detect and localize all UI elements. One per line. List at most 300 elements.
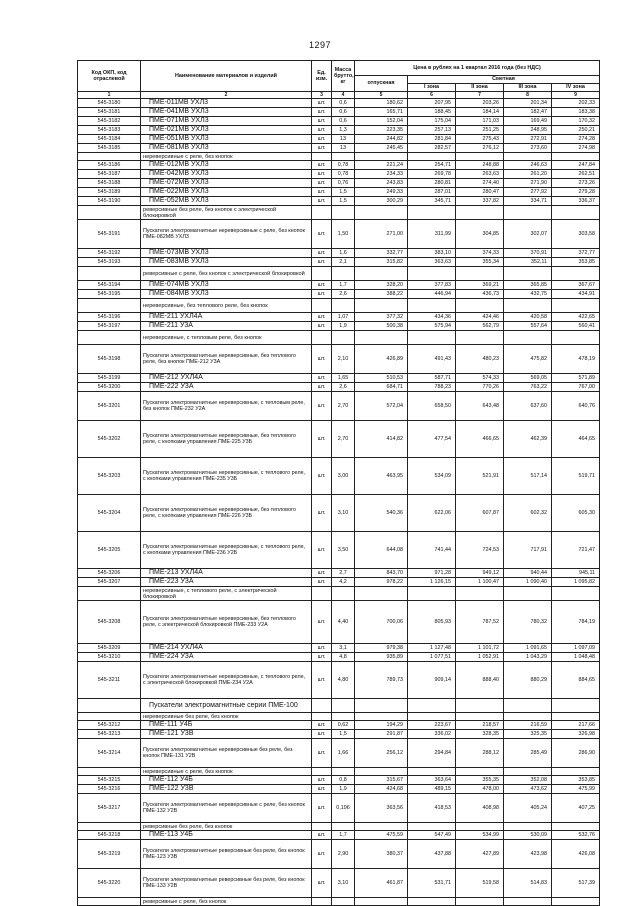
row-mass: 0,78 [332,161,355,170]
row-mass: 3,1 [332,644,355,653]
row-name: реверсивные с реле, без кнопок с электрической блокировкой [141,267,312,281]
row-price-release [355,699,408,713]
row-price-zone-2: 770,26 [456,383,504,392]
header-mass: Масса брутто, кг [332,61,355,92]
row-price-zone-1: 587,71 [408,374,456,383]
row-price-zone-2: 408,98 [456,794,504,823]
row-price-release: 234,33 [355,170,408,179]
row-price-zone-1: 788,23 [408,383,456,392]
row-price-zone-4: 426,08 [552,840,600,869]
row-unit [312,587,332,601]
row-unit: шт. [312,739,332,768]
row-name: ПМЕ-021МВ УХЛ3 [141,126,312,135]
row-mass: 1,66 [332,739,355,768]
row-name: ПМЕ-041МВ УХЛ3 [141,108,312,117]
row-price-release: 363,56 [355,794,408,823]
row-price-zone-3: 271,90 [504,179,552,188]
row-price-zone-1 [408,299,456,313]
row-mass [332,713,355,721]
row-price-zone-3: 261,20 [504,170,552,179]
row-price-zone-4 [552,267,600,281]
row-price-zone-3: 514,83 [504,869,552,898]
row-price-release: 510,53 [355,374,408,383]
row-unit: шт. [312,495,332,532]
row-name: нереверсивные, с теплового реле, с электрической блокировкой [141,587,312,601]
row-mass: 0,62 [332,721,355,730]
row-code: 545-3184 [78,135,141,144]
row-price-zone-4: 250,21 [552,126,600,135]
row-price-zone-2: 534,99 [456,831,504,840]
row-code: 545-3211 [78,662,141,699]
row-unit: шт. [312,785,332,794]
row-unit [312,206,332,220]
row-name: ПМЕ-111 У4Б [141,721,312,730]
table-row [78,220,600,249]
row-mass [332,299,355,313]
row-unit: шт. [312,653,332,662]
row-price-zone-2 [456,267,504,281]
row-name: реверсивные без реле, без кнопок с электрической блокировкой [141,206,312,220]
row-price-zone-1: 434,36 [408,313,456,322]
table-row [78,532,600,569]
column-number: 2 [141,92,312,99]
row-price-zone-1: 281,84 [408,135,456,144]
row-price-zone-3: 462,39 [504,421,552,458]
row-mass: 1,3 [332,126,355,135]
row-unit [312,699,332,713]
row-code [78,823,141,831]
row-mass: 3,10 [332,495,355,532]
row-price-zone-4 [552,587,600,601]
row-mass [332,153,355,161]
row-unit: шт. [312,144,332,153]
row-price-zone-3: 277,92 [504,188,552,197]
row-name: ПМЕ-213 УХЛ4А [141,569,312,578]
row-code [78,331,141,345]
row-price-release: 315,67 [355,776,408,785]
row-price-zone-2: 218,57 [456,721,504,730]
row-name: ПМЕ-022МВ УХЛ3 [141,188,312,197]
row-code: 545-3203 [78,458,141,495]
row-unit: шт. [312,322,332,331]
row-price-zone-2: 171,03 [456,117,504,126]
row-price-zone-1: 658,50 [408,392,456,421]
header-name: Наименование материалов и изделий [141,61,312,92]
row-code: 545-3186 [78,161,141,170]
row-mass: 1,5 [332,730,355,739]
row-code: 545-3214 [78,739,141,768]
row-price-zone-1: 534,09 [408,458,456,495]
row-price-release [355,768,408,776]
row-price-zone-2: 519,58 [456,869,504,898]
row-unit: шт. [312,831,332,840]
row-price-release: 684,71 [355,383,408,392]
row-price-zone-2 [456,153,504,161]
row-price-zone-4: 532,76 [552,831,600,840]
row-price-zone-4 [552,768,600,776]
row-price-zone-1: 363,63 [408,258,456,267]
row-price-zone-3: 302,07 [504,220,552,249]
header-zone-3: III зона [504,84,552,92]
row-price-zone-3 [504,699,552,713]
row-mass: 2,6 [332,383,355,392]
row-price-zone-1 [408,713,456,721]
row-price-release [355,299,408,313]
row-code [78,713,141,721]
row-name: ПМЕ-052МВ УХЛ3 [141,197,312,206]
row-price-release: 572,04 [355,392,408,421]
row-name: нереверсивные с реле, без кнопок [141,153,312,161]
row-price-release: 245,45 [355,144,408,153]
row-code [78,267,141,281]
header-zone-4: IV зона [552,84,600,92]
table-row [78,197,600,206]
table-row [78,458,600,495]
row-price-zone-4: 478,19 [552,345,600,374]
header-estimate: Сметная [408,76,600,84]
table-row [78,99,600,108]
row-price-release [355,153,408,161]
row-price-release: 414,82 [355,421,408,458]
row-price-release: 426,89 [355,345,408,374]
table-row [78,721,600,730]
row-price-zone-1: 363,64 [408,776,456,785]
row-mass: 1,9 [332,785,355,794]
row-name: ПМЕ-222 У3А [141,383,312,392]
row-price-zone-4: 475,99 [552,785,600,794]
row-code: 545-3187 [78,170,141,179]
row-price-zone-4 [552,299,600,313]
row-price-zone-4: 784,19 [552,601,600,644]
row-price-zone-1: 377,83 [408,281,456,290]
table-row [78,144,600,153]
row-code: 545-3191 [78,220,141,249]
table-row [78,392,600,421]
table-row [78,206,600,220]
table-row [78,768,600,776]
row-unit: шт. [312,374,332,383]
row-mass [332,331,355,345]
row-price-zone-1: 622,06 [408,495,456,532]
row-price-zone-4: 202,33 [552,99,600,108]
row-price-zone-1: 971,28 [408,569,456,578]
table-row [78,644,600,653]
table-row [78,823,600,831]
row-price-release: 700,06 [355,601,408,644]
row-price-zone-3: 352,08 [504,776,552,785]
row-price-release [355,713,408,721]
row-price-zone-3: 420,58 [504,313,552,322]
row-code: 545-3216 [78,785,141,794]
row-name: Пускатели электромагнитные нереверсивные, с тепловым реле, без кнопок ПМЕ-232 У2А [141,392,312,421]
row-code: 545-3183 [78,126,141,135]
row-mass: 3,00 [332,458,355,495]
row-code: 545-3215 [78,776,141,785]
row-code: 545-3192 [78,249,141,258]
row-unit: шт. [312,161,332,170]
row-mass: 0,6 [332,108,355,117]
row-code [78,587,141,601]
row-price-release: 377,32 [355,313,408,322]
row-code: 545-3200 [78,383,141,392]
row-price-zone-1 [408,768,456,776]
row-price-zone-4: 274,28 [552,135,600,144]
row-code: 545-3217 [78,794,141,823]
row-name: Пускатели электромагнитные нереверсивные, с теплового реле, с кнопками управления ПМЕ-235 У3Б [141,458,312,495]
row-mass: 2,7 [332,569,355,578]
row-unit: шт. [312,258,332,267]
row-price-zone-2: 562,79 [456,322,504,331]
row-price-zone-2: 787,52 [456,601,504,644]
row-price-zone-2: 304,85 [456,220,504,249]
row-unit: шт. [312,794,332,823]
row-price-zone-3: 1 090,40 [504,578,552,587]
row-price-zone-3: 405,24 [504,794,552,823]
row-price-release: 978,22 [355,578,408,587]
row-unit: шт. [312,578,332,587]
row-mass: 2,10 [332,345,355,374]
header-code: Код ОКП, код отраслевой [78,61,141,92]
row-name: Пускатели электромагнитные нереверсивные с реле, без кнопок ПМЕ-082МВ УХЛ3 [141,220,312,249]
row-name: нереверсивные, с тепловым реле, без кнопок [141,331,312,345]
table-row [78,188,600,197]
row-price-zone-3: 880,29 [504,662,552,699]
table-row [78,161,600,170]
row-name: ПМЕ-113 У4Б [141,831,312,840]
row-code [78,206,141,220]
row-name: ПМЕ-073МВ УХЛ3 [141,249,312,258]
row-unit: шт. [312,532,332,569]
row-name: нереверсивные без реле, без кнопок [141,713,312,721]
row-price-zone-3: 273,60 [504,144,552,153]
row-price-release: 328,20 [355,281,408,290]
price-table-body [78,61,600,906]
row-price-zone-2: 288,12 [456,739,504,768]
row-unit: шт. [312,458,332,495]
row-price-zone-1: 280,81 [408,179,456,188]
row-mass: 1,6 [332,249,355,258]
column-number: 1 [78,92,141,99]
row-price-zone-3: 1 043,29 [504,653,552,662]
table-row [78,179,600,188]
row-unit: шт. [312,421,332,458]
table-row [78,653,600,662]
row-price-zone-2: 184,14 [456,108,504,117]
row-name: ПМЕ-074МВ УХЛ3 [141,281,312,290]
row-code: 545-3219 [78,840,141,869]
row-price-zone-2: 949,12 [456,569,504,578]
row-mass: 0,6 [332,117,355,126]
row-price-zone-4 [552,823,600,831]
row-code: 545-3189 [78,188,141,197]
row-code [78,768,141,776]
row-mass: 1,5 [332,197,355,206]
row-code: 545-3207 [78,578,141,587]
row-price-zone-2: 337,82 [456,197,504,206]
row-price-zone-3 [504,587,552,601]
row-price-zone-2: 424,46 [456,313,504,322]
row-price-zone-3: 475,82 [504,345,552,374]
row-code: 545-3205 [78,532,141,569]
table-row [78,331,600,345]
row-mass: 4,8 [332,653,355,662]
row-price-zone-4: 422,65 [552,313,600,322]
row-price-release: 256,12 [355,739,408,768]
row-unit: шт. [312,569,332,578]
row-name: ПМЕ-051МВ УХЛ3 [141,135,312,144]
row-price-zone-1: 547,49 [408,831,456,840]
row-price-zone-1: 531,71 [408,869,456,898]
row-price-zone-2: 355,35 [456,776,504,785]
row-price-zone-3: 557,64 [504,322,552,331]
row-mass: 3,50 [332,532,355,569]
row-price-zone-3: 1 091,65 [504,644,552,653]
row-name: Пускатели электромагнитные нереверсивные без реле, без кнопок ПМЕ-131 У2В [141,739,312,768]
row-unit: шт. [312,662,332,699]
header-unit: Ед. изм. [312,61,332,92]
row-code: 545-3194 [78,281,141,290]
page-number: 1297 [308,40,332,50]
row-unit: шт. [312,313,332,322]
row-price-zone-2: 480,23 [456,345,504,374]
row-mass [332,587,355,601]
row-unit: шт. [312,869,332,898]
row-price-release: 221,24 [355,161,408,170]
row-price-zone-4: 560,41 [552,322,600,331]
row-price-zone-1 [408,153,456,161]
row-price-zone-1: 336,02 [408,730,456,739]
column-number: 5 [355,92,408,99]
row-mass: 0,196 [332,794,355,823]
row-price-release: 843,70 [355,569,408,578]
row-unit: шт. [312,135,332,144]
row-mass: 2,1 [332,258,355,267]
row-price-zone-3 [504,823,552,831]
table-row [78,730,600,739]
row-mass: 2,90 [332,840,355,869]
column-number: 6 [408,92,456,99]
row-price-release: 789,73 [355,662,408,699]
row-price-release: 463,95 [355,458,408,495]
row-price-zone-2: 328,35 [456,730,504,739]
row-name: нереверсивные, без теплового реле, без кнопок [141,299,312,313]
row-code: 545-3185 [78,144,141,153]
row-price-zone-2: 466,65 [456,421,504,458]
row-price-zone-1: 575,94 [408,322,456,331]
row-price-zone-4: 767,00 [552,383,600,392]
row-price-zone-4: 640,76 [552,392,600,421]
row-price-release: 424,68 [355,785,408,794]
row-price-zone-4 [552,206,600,220]
row-unit [312,713,332,721]
price-table [77,60,600,906]
row-name: ПМЕ-211 УХЛ4А [141,313,312,322]
row-mass [332,267,355,281]
row-unit: шт. [312,601,332,644]
row-price-zone-1 [408,587,456,601]
row-code: 545-3182 [78,117,141,126]
row-price-release: 388,22 [355,290,408,299]
row-price-zone-4: 336,37 [552,197,600,206]
row-mass: 1,65 [332,374,355,383]
row-price-release: 223,35 [355,126,408,135]
row-mass: 13 [332,144,355,153]
row-code: 545-3204 [78,495,141,532]
row-price-zone-2: 280,47 [456,188,504,197]
row-price-release: 194,29 [355,721,408,730]
row-price-release: 165,71 [355,108,408,117]
row-price-zone-3: 370,91 [504,249,552,258]
header-release: отпускная [355,76,408,92]
row-mass: 1,7 [332,831,355,840]
row-code: 545-3213 [78,730,141,739]
row-price-zone-1: 1 126,15 [408,578,456,587]
row-price-zone-1: 418,53 [408,794,456,823]
row-price-release: 300,29 [355,197,408,206]
row-unit [312,153,332,161]
row-price-zone-1: 207,95 [408,99,456,108]
row-price-zone-2 [456,713,504,721]
table-row [78,267,600,281]
row-price-zone-4 [552,713,600,721]
row-name: ПМЕ-223 У3А [141,578,312,587]
row-price-zone-1: 287,01 [408,188,456,197]
row-price-zone-1: 254,71 [408,161,456,170]
row-name: ПМЕ-072МВ УХЛ3 [141,179,312,188]
table-row [78,569,600,578]
row-price-release: 180,62 [355,99,408,108]
row-price-zone-1: 175,04 [408,117,456,126]
row-price-zone-4: 1 095,82 [552,578,600,587]
row-price-zone-4: 303,58 [552,220,600,249]
row-unit: шт. [312,249,332,258]
table-row [78,135,600,144]
row-price-zone-4: 571,89 [552,374,600,383]
row-price-zone-1: 491,43 [408,345,456,374]
row-price-zone-4: 247,84 [552,161,600,170]
row-price-zone-2: 521,91 [456,458,504,495]
row-mass: 0,8 [332,776,355,785]
table-row [78,495,600,532]
row-price-zone-4: 372,77 [552,249,600,258]
row-price-zone-2: 427,89 [456,840,504,869]
row-price-zone-1: 477,54 [408,421,456,458]
row-price-zone-2: 203,26 [456,99,504,108]
table-row [78,587,600,601]
table-row [78,383,600,392]
row-code: 545-3209 [78,644,141,653]
row-price-release [355,823,408,831]
row-name: ПМЕ-224 У3А [141,653,312,662]
row-price-release: 540,36 [355,495,408,532]
row-code: 545-3218 [78,831,141,840]
row-price-zone-4 [552,699,600,713]
row-price-zone-3: 169,49 [504,117,552,126]
row-price-release: 291,87 [355,730,408,739]
row-name: Пускатели электромагнитные нереверсивные, с теплового реле, с электрической блокировкой ПМЕ-234 У2А [141,662,312,699]
row-price-release: 461,87 [355,869,408,898]
row-price-zone-4: 721,47 [552,532,600,569]
row-code [78,299,141,313]
row-name: ПМЕ-112 У4Б [141,776,312,785]
row-price-release: 244,82 [355,135,408,144]
table-row [78,117,600,126]
row-unit: шт. [312,197,332,206]
row-price-zone-4: 262,51 [552,170,600,179]
row-mass [332,768,355,776]
row-price-zone-1: 294,84 [408,739,456,768]
table-row [78,322,600,331]
